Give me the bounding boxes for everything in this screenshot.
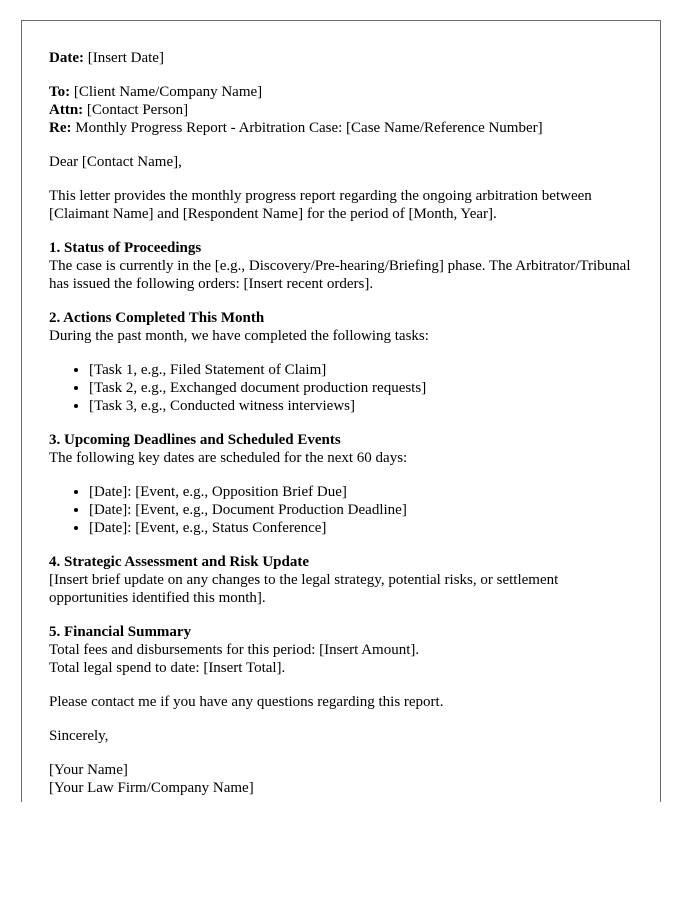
section-body: During the past month, we have completed the following tasks: [49, 328, 429, 344]
section-financial [49, 623, 633, 677]
section-deadlines [49, 431, 633, 537]
section-title: 4. Strategic Assessment and Risk Update [49, 554, 310, 570]
date-label: Date: [49, 50, 84, 66]
re-label: Re: [49, 120, 72, 136]
list-item: • [Date]: [Event, e.g., Opposition Brief Due] [89, 483, 633, 501]
attn-label: Attn: [49, 102, 84, 118]
list-item: • [Date]: [Event, e.g., Status Conference] [89, 519, 633, 537]
date-value: [Insert Date] [87, 50, 164, 66]
task-list [49, 361, 633, 415]
section-body: The case is currently in the [e.g., Discovery/Pre-hearing/Briefing] phase. The Arbitrator/Tribunal has issued the following orders: [Insert recent orders]. [49, 258, 631, 292]
list-item: • [Task 2, e.g., Exchanged document production requests] [89, 379, 633, 397]
to-label: To: [49, 84, 71, 100]
financial-line: Total fees and disbursements for this period: [Insert Amount]. [49, 642, 420, 658]
closing: Sincerely, [49, 728, 109, 744]
section-status [49, 239, 633, 293]
section-body: The following key dates are scheduled for the next 60 days: [49, 450, 408, 466]
deadline-list [49, 483, 633, 537]
signature-block [49, 761, 633, 797]
section-strategy [49, 553, 633, 607]
section-actions [49, 309, 633, 415]
signature-firm: [Your Law Firm/Company Name] [49, 780, 254, 796]
attn-value: [Contact Person] [86, 102, 189, 118]
letter-page [21, 20, 661, 802]
list-item: • [Task 3, e.g., Conducted witness interviews] [89, 397, 633, 415]
section-body: [Insert brief update on any changes to the legal strategy, potential risks, or settlement opportunities identified this month]. [49, 572, 559, 606]
signature-name: [Your Name] [49, 762, 128, 778]
section-title: 3. Upcoming Deadlines and Scheduled Events [49, 432, 341, 448]
section-title: 2. Actions Completed This Month [49, 310, 265, 326]
list-item: • [Task 1, e.g., Filed Statement of Claim] [89, 361, 633, 379]
section-title: 5. Financial Summary [49, 624, 192, 640]
intro-paragraph: This letter provides the monthly progress report regarding the ongoing arbitration between [Claimant Name] and [Respondent Name] for the period of [Month, Year]. [49, 188, 592, 222]
financial-line: Total legal spend to date: [Insert Total]. [49, 660, 286, 676]
re-line [49, 119, 633, 137]
to-line [49, 83, 633, 101]
salutation: Dear [Contact Name], [49, 154, 182, 170]
date-line [49, 49, 633, 67]
recipient-block [49, 83, 633, 137]
re-value: Monthly Progress Report - Arbitration Case: [Case Name/Reference Number] [75, 120, 543, 136]
attn-line [49, 101, 633, 119]
section-title: 1. Status of Proceedings [49, 240, 202, 256]
to-value: [Client Name/Company Name] [73, 84, 263, 100]
list-item: • [Date]: [Event, e.g., Document Production Deadline] [89, 501, 633, 519]
closing-note: Please contact me if you have any questions regarding this report. [49, 694, 444, 710]
